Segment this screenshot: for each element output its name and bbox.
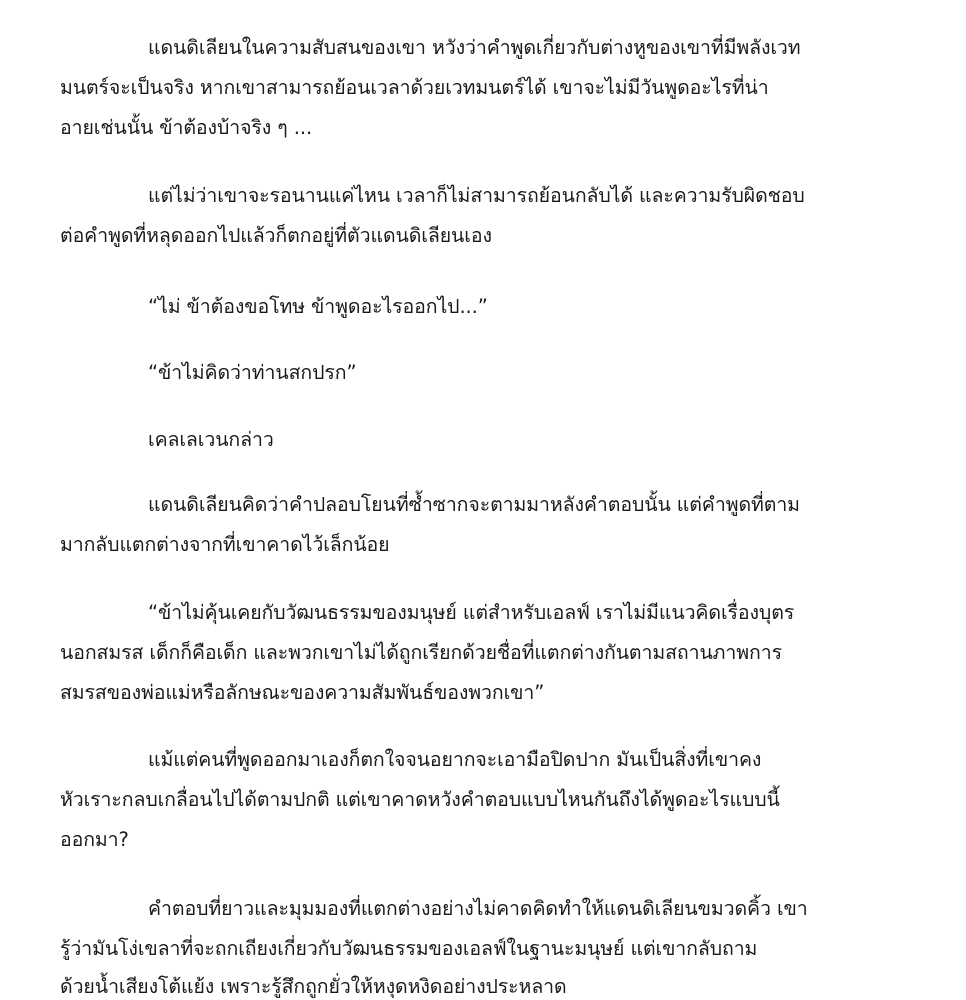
text-line: แต่ไม่ว่าเขาจะรอนานแค่ไหน เวลาก็ไม่สามารถย้อนกลับได้ และความรับผิดชอบ — [148, 184, 805, 207]
text-line: “ข้าไม่คิดว่าท่านสกปรก” — [148, 361, 357, 384]
text-line: มนตร์จะเป็นจริง หากเขาสามารถย้อนเวลาด้วยเวทมนตร์ได้ เขาจะไม่มีวันพูดอะไรที่น่า — [60, 76, 769, 99]
text-line: รู้ว่ามันโง่เขลาที่จะถกเถียงเกี่ยวกับวัฒนธรรมของเอลฟ์ในฐานะมนุษย์ แต่เขากลับถาม — [60, 937, 758, 960]
text-line: แดนดิเลียนในความสับสนของเขา หวังว่าคำพูดเกี่ยวกับต่างหูของเขาที่มีพลังเวท — [148, 36, 801, 59]
text-line: “ข้าไม่คุ้นเคยกับวัฒนธรรมของมนุษย์ แต่สำหรับเอลฟ์ เราไม่มีแนวคิดเรื่องบุตร — [148, 601, 795, 624]
text-line: คำตอบที่ยาวและมุมมองที่แตกต่างอย่างไม่คาดคิดทำให้แดนดิเลียนขมวดคิ้ว เขา — [148, 897, 808, 920]
text-line: เคลเลเวนกล่าว — [148, 428, 274, 451]
text-line: ด้วยน้ำเสียงโต้แย้ง เพราะรู้สึกถูกยั่วให้หงุดหงิดอย่างประหลาด — [60, 975, 567, 998]
text-line: ออกมา? — [60, 828, 129, 851]
text-line: แดนดิเลียนคิดว่าคำปลอบโยนที่ซ้ำซากจะตามมาหลังคำตอบนั้น แต่คำพูดที่ตาม — [148, 493, 800, 516]
text-line: ต่อคำพูดที่หลุดออกไปแล้วก็ตกอยู่ที่ตัวแดนดิเลียนเอง — [60, 224, 492, 247]
text-line: นอกสมรส เด็กก็คือเด็ก และพวกเขาไม่ได้ถูกเรียกด้วยชื่อที่แตกต่างกันตามสถานภาพการ — [60, 641, 782, 664]
text-line: “ไม่ ข้าต้องขอโทษ ข้าพูดอะไรออกไป...” — [148, 295, 488, 318]
text-line: มากลับแตกต่างจากที่เขาคาดไว้เล็กน้อย — [60, 533, 390, 556]
text-line: อายเช่นนั้น ข้าต้องบ้าจริง ๆ ... — [60, 116, 313, 139]
text-line: สมรสของพ่อแม่หรือลักษณะของความสัมพันธ์ของพวกเขา” — [60, 681, 545, 704]
text-line: แม้แต่คนที่พูดออกมาเองก็ตกใจจนอยากจะเอามือปิดปาก มันเป็นสิ่งที่เขาคง — [148, 748, 762, 771]
text-line: หัวเราะกลบเกลื่อนไปได้ตามปกติ แต่เขาคาดหวังคำตอบแบบไหนกันถึงได้พูดอะไรแบบนี้ — [60, 788, 780, 811]
